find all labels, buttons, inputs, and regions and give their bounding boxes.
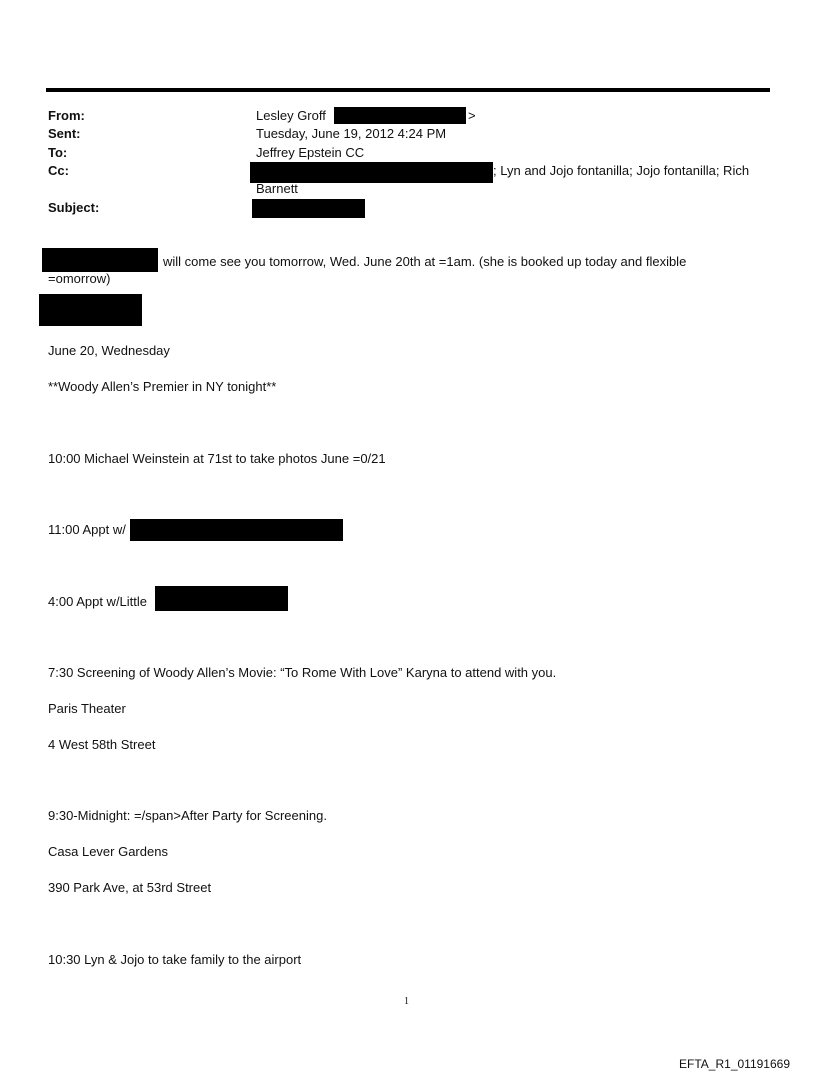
venue-2-name: Casa Lever Gardens xyxy=(48,844,168,859)
schedule-item-1000: 10:00 Michael Weinstein at 71st to take photos June =0/21 xyxy=(48,451,386,466)
redaction-subject xyxy=(252,199,365,218)
from-trail: > xyxy=(468,108,476,123)
schedule-item-930: 9:30-Midnight: =/span>After Party for Screening. xyxy=(48,808,327,823)
subject-label: Subject: xyxy=(48,200,100,215)
cc-label: Cc: xyxy=(48,163,69,178)
cc-value-line1: ; Lyn and Jojo fontanilla; Jojo fontanilla; Rich xyxy=(493,163,750,178)
schedule-item-400: 4:00 Appt w/Little xyxy=(48,594,148,609)
from-label: From: xyxy=(48,108,85,123)
venue-1-address: 4 West 58th Street xyxy=(48,737,156,752)
redaction-1100 xyxy=(130,519,343,541)
schedule-item-1030: 10:30 Lyn & Jojo to take family to the airport xyxy=(48,952,302,967)
redaction-intro-name xyxy=(42,248,158,272)
from-name: Lesley Groff xyxy=(256,108,326,123)
venue-1-name: Paris Theater xyxy=(48,701,126,716)
sent-label: Sent: xyxy=(48,126,81,141)
redaction-cc xyxy=(250,162,493,183)
to-value: Jeffrey Epstein CC xyxy=(256,145,365,160)
redaction-from-email xyxy=(334,107,466,124)
redaction-block xyxy=(39,294,142,326)
header-rule xyxy=(46,88,770,92)
page-number: 1 xyxy=(404,996,409,1007)
premier-note: **Woody Allen’s Premier in NY tonight** xyxy=(48,379,277,394)
schedule-item-1100: 11:00 Appt w/ xyxy=(48,522,126,537)
redaction-400 xyxy=(155,586,288,611)
schedule-item-730: 7:30 Screening of Woody Allen’s Movie: “To Rome With Love” Karyna to attend with you. xyxy=(48,665,557,680)
date-heading: June 20, Wednesday xyxy=(48,343,170,358)
intro-line-2: =omorrow) xyxy=(48,271,111,286)
document-id: EFTA_R1_01191669 xyxy=(679,1057,790,1071)
sent-value: Tuesday, June 19, 2012 4:24 PM xyxy=(256,126,447,141)
from-value xyxy=(256,108,326,123)
intro-line-1: will come see you tomorrow, Wed. June 20th at =1am. (she is booked up today and flexible xyxy=(163,254,687,269)
venue-2-address: 390 Park Ave, at 53rd Street xyxy=(48,880,212,895)
cc-value-line2: Barnett xyxy=(256,181,298,196)
to-label: To: xyxy=(48,145,68,160)
